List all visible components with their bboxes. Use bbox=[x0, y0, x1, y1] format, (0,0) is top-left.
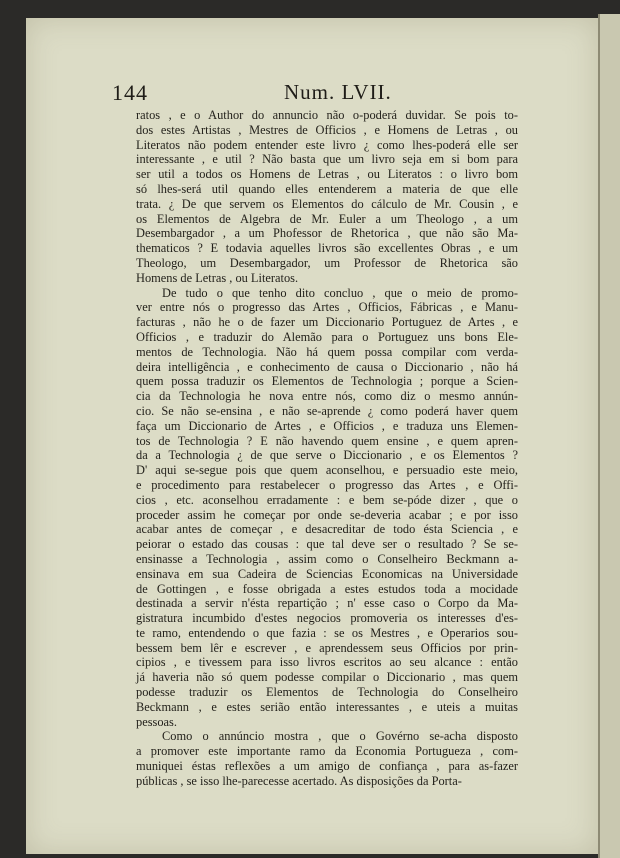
text-line: cio. Se não se-ensina , e não se-aprende ¿ como poderá haver quem bbox=[136, 403, 518, 418]
text-line: Beckmann , e estes serião então interessantes , e uteis a muitas bbox=[136, 699, 518, 714]
text-line: mentos de Technologia. Não há quem possa compilar com verda- bbox=[136, 344, 518, 359]
text-line: ensinasse a Technologia , assim como o Conselheiro Beckmann a- bbox=[136, 551, 518, 566]
text-line: facturas , não he o de fazer um Diccionario Portuguez de Artes , e bbox=[136, 315, 518, 330]
text-line: ver entre nós o progresso das Artes , Officios, Fábricas , e Manu- bbox=[136, 300, 518, 315]
text-line: tos de Technologia ? E não havendo quem ensine , e quem apren- bbox=[136, 433, 518, 448]
text-line: deira intelligência , e conhecimento de causa o Diccionario , não há bbox=[136, 359, 518, 374]
text-line: Homens de Letras , ou Literatos. bbox=[136, 270, 299, 285]
text-line: da a Technologia ¿ de que serve o Diccionario , e os Elementos ? bbox=[136, 448, 518, 463]
text-line: a promover este importante ramo da Economia Portugueza , com- bbox=[136, 744, 518, 759]
text-line: De tudo o que tenho dito concluo , que o meio de promo- bbox=[162, 285, 518, 300]
text-line: peiorar o estado das cousas : que tal deve ser o resultado ? Se se- bbox=[136, 537, 518, 552]
text-line: quem possa traduzir os Elementos de Technologia ; porque a Scien- bbox=[136, 374, 518, 389]
text-line: proceder assim he começar por onde se-deveria acabar ; e por isso bbox=[136, 507, 518, 522]
issue-title: Num. LVII. bbox=[284, 80, 392, 104]
text-line: dos estes Artistas , Mestres de Officios , e Homens de Letras , ou bbox=[136, 122, 518, 137]
text-line: cios , etc. aconselhou erradamente : e bem se-póde dizer , que o bbox=[136, 492, 518, 507]
page-number: 144 bbox=[112, 80, 148, 105]
text-line: de Gottingen , e fosse obrigada a estes estudos toda a mocidade bbox=[136, 581, 518, 596]
text-line: bessem bem lêr e escrever , e aprendessem seus Officios por prin- bbox=[136, 640, 518, 655]
text-line: cia da Technologia he nova entre nós, como diz o mesmo annún- bbox=[136, 389, 518, 404]
text-line: Theologo, um Desembargador, um Professor de Rhetorica são bbox=[136, 255, 518, 270]
text-line: interessante , e util ? Não basta que um livro seja em si bom para bbox=[136, 152, 518, 167]
page-header bbox=[112, 80, 532, 108]
paragraph bbox=[136, 286, 518, 730]
text-line: destinada a servir n'ésta repartição ; n' esse caso o Corpo da Ma- bbox=[136, 596, 518, 611]
text-line: D' aqui se-segue pois que quem aconselhou, e persuadio este meio, bbox=[136, 463, 518, 478]
adjacent-page-edge bbox=[598, 14, 620, 858]
text-line: cipios , e tivessem para isso livros escritos ao seu alcance : então bbox=[136, 655, 518, 670]
paragraph bbox=[136, 108, 518, 286]
text-line: e procedimento para restabelecer o progresso das Artes , e Offi- bbox=[136, 477, 518, 492]
body-text bbox=[136, 108, 518, 789]
text-line: Literatos não podem entender este livro ¿ como lhes-poderá elle ser bbox=[136, 137, 518, 152]
text-line: gistratura incumbido d'estes negocios promoveria os interesses d'es- bbox=[136, 611, 518, 626]
text-line: pessoas. bbox=[136, 714, 177, 729]
text-line: os Elementos de Algebra de Mr. Euler a um Theologo , a um bbox=[136, 211, 518, 226]
text-line: já haveria não só quem podesse compilar o Diccionario , mas quem bbox=[136, 670, 518, 685]
text-line: Desembargador , a um Phofessor de Rhetorica , que não são Ma- bbox=[136, 226, 518, 241]
text-line: trata. ¿ De que servem os Elementos do cálculo de Mr. Cousin , e bbox=[136, 196, 518, 211]
text-line: ser util a todos os Homens de Letras , ou Literatos : o livro bom bbox=[136, 167, 518, 182]
text-line: ensinava em sua Cadeira de Sciencias Economicas na Universidade bbox=[136, 566, 518, 581]
text-line: muniquei éstas reflexões a um amigo de confiança , para as-fazer bbox=[136, 759, 518, 774]
text-line: Como o annúncio mostra , que o Govérno se-acha disposto bbox=[162, 729, 518, 744]
text-line: podesse traduzir os Elementos de Technologia do Conselheiro bbox=[136, 685, 518, 700]
text-line: thematicos ? E todavia aquelles livros são excellentes Obras , e um bbox=[136, 241, 518, 256]
text-line: ratos , e o Author do annuncio não o-poderá duvidar. Se pois to- bbox=[136, 108, 518, 122]
text-line: Officios , e traduzir do Alemão para o Portuguez uns bons Ele- bbox=[136, 329, 518, 344]
paragraph bbox=[136, 729, 518, 788]
text-line: só lhes-será util quando elles entenderem a materia de que elle bbox=[136, 181, 518, 196]
text-line: te ramo, entendendo o que fazia : se os Mestres , e Operarios sou- bbox=[136, 625, 518, 640]
text-line: acabar antes de começar , e desacreditar de todo ésta Sciencia , e bbox=[136, 522, 518, 537]
text-line: faça um Diccionario de Artes , e Officios , e traduza uns Elemen- bbox=[136, 418, 518, 433]
text-line: públicas , se isso lhe-parecesse acertado. As disposições da Porta- bbox=[136, 773, 462, 788]
